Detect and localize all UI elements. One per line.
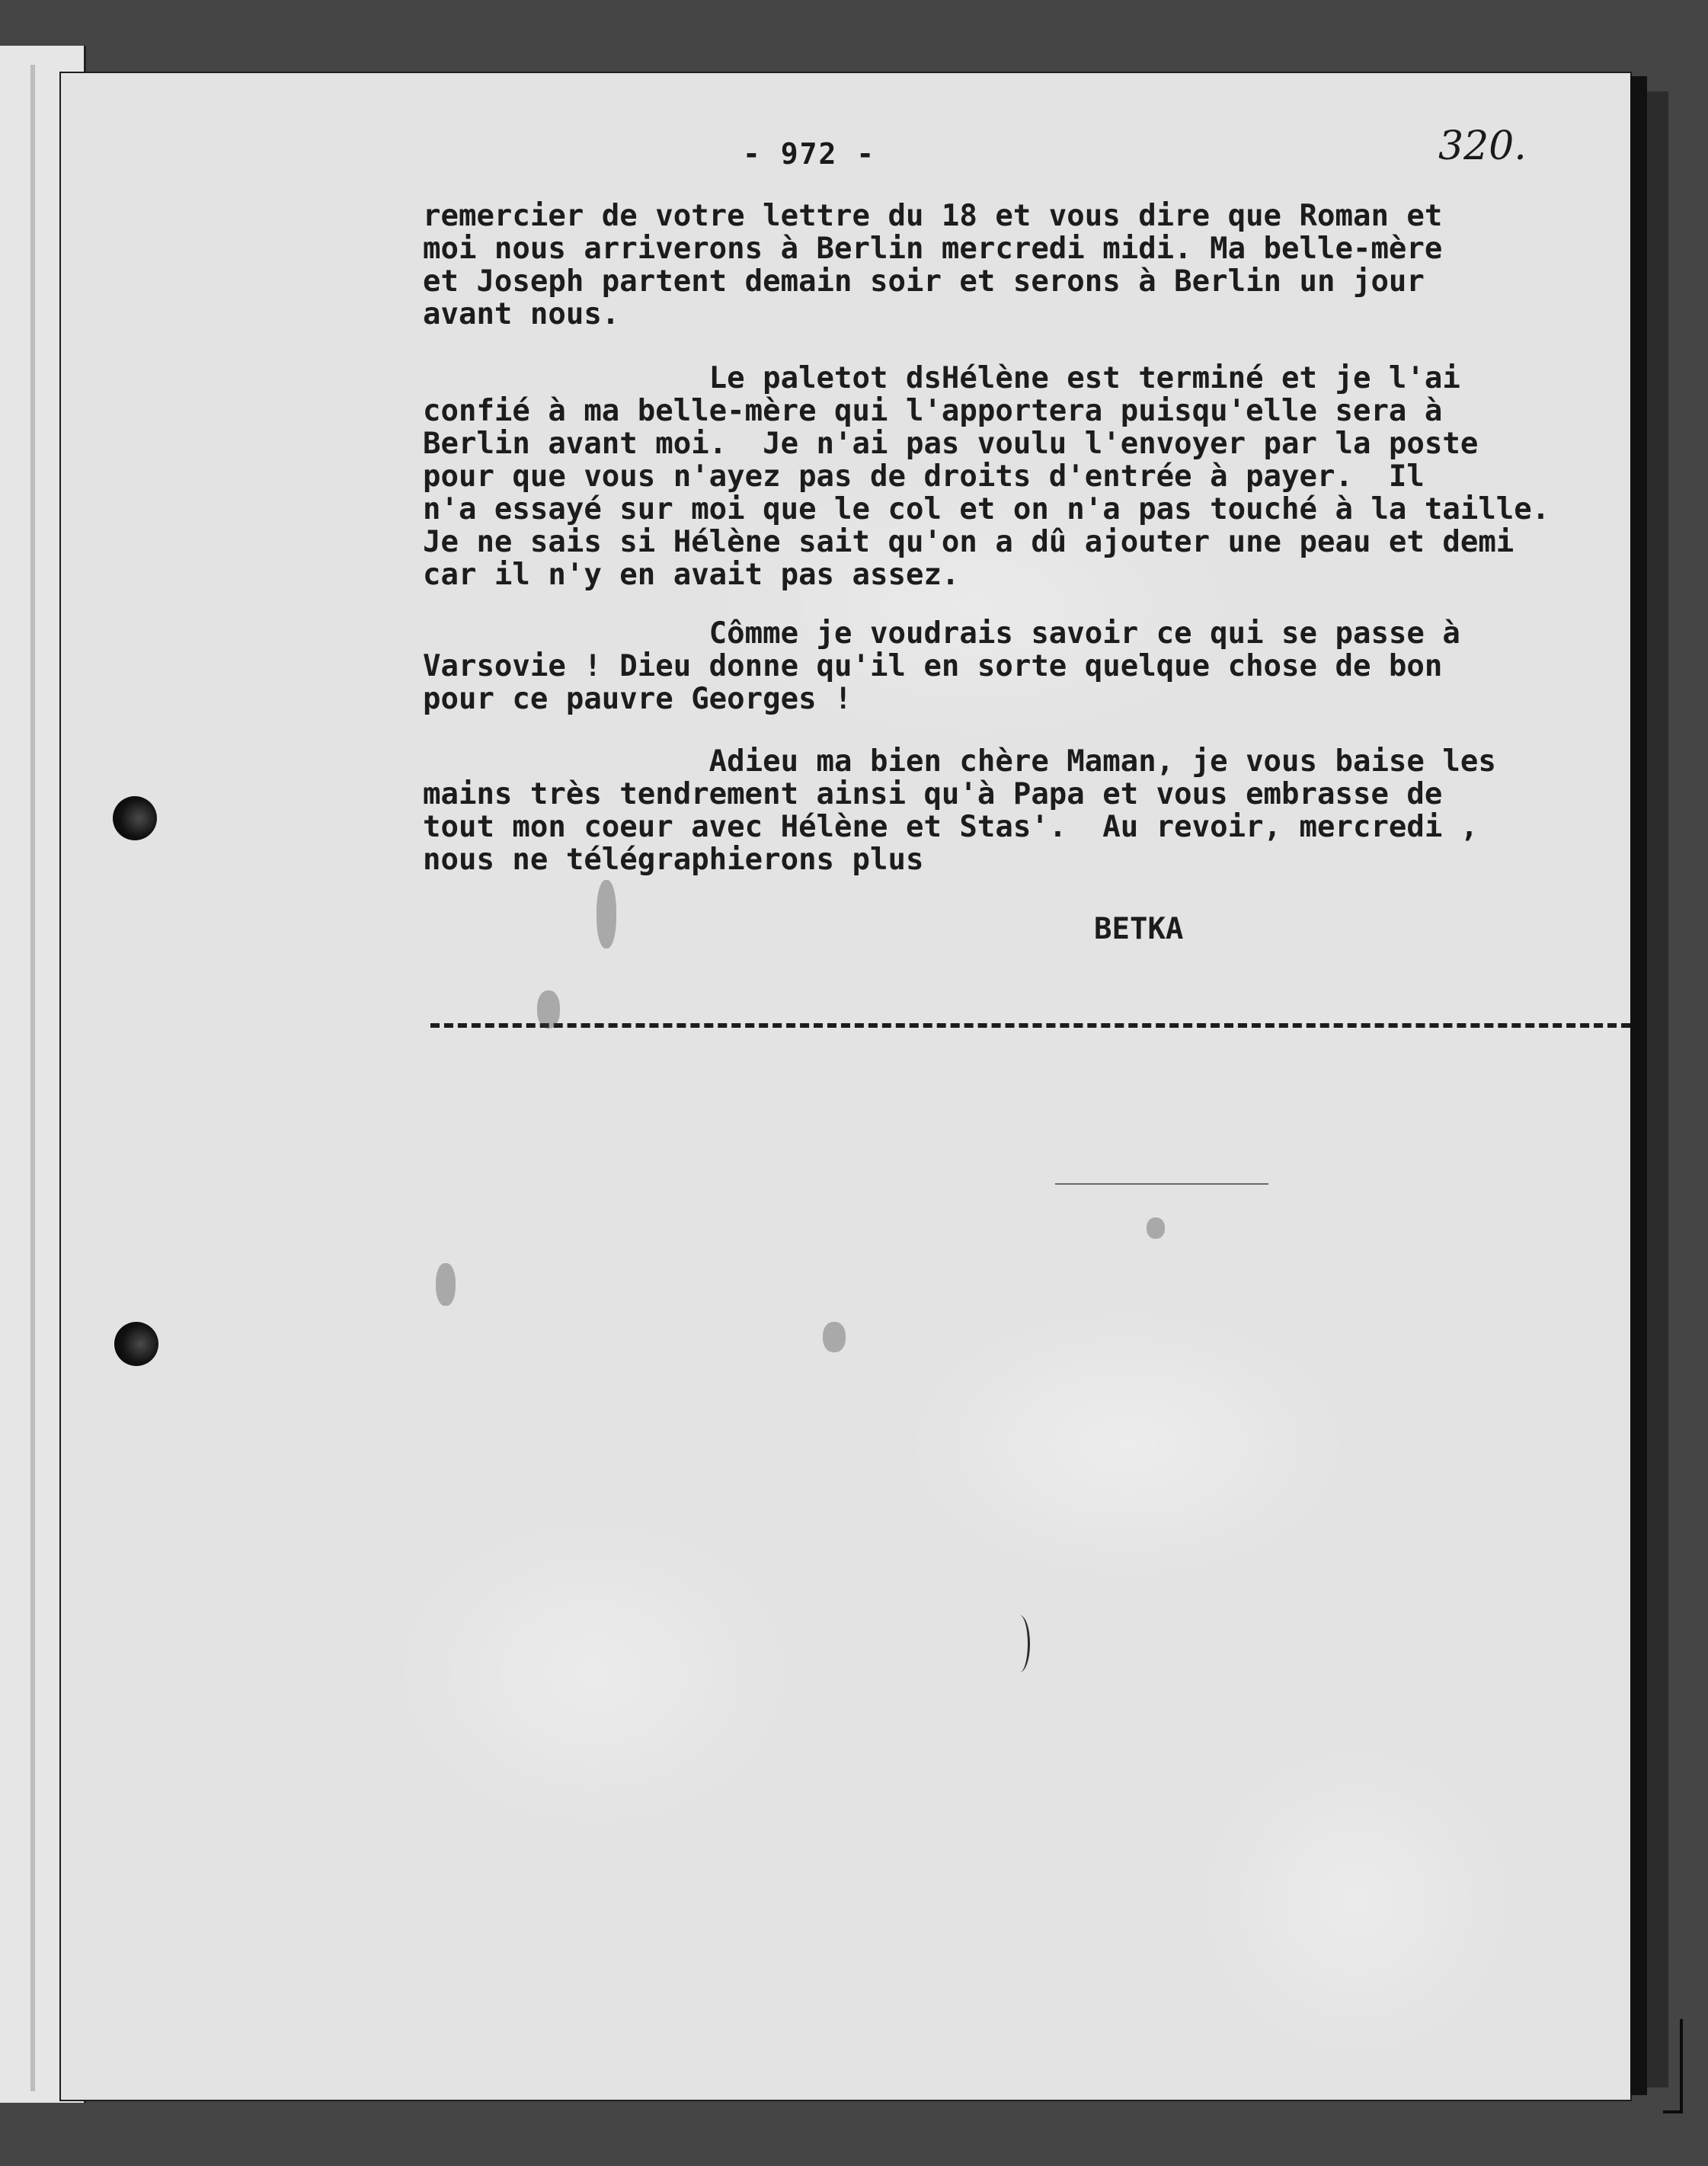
signature: BETKA: [1094, 912, 1184, 946]
faint-rule: [1055, 1183, 1268, 1185]
ink-smudge: [1147, 1217, 1165, 1239]
handwritten-page-number: 320.: [1438, 123, 1527, 169]
paragraph-arrival: remercier de votre lettre du 18 et vous dire que Roman et moi nous arriverons à Berlin mercredi midi. Ma belle-mère et Joseph partent demain soir et serons à Berlin un jour avant nous.: [423, 199, 1443, 331]
paragraph-farewell: Adieu ma bien chère Maman, je vous baise les mains très tendrement ainsi qu'à Papa et vous embrasse de tout mon coeur avec Hélène et Stas'. Au revoir, mercredi , nous ne télégraphierons plus: [423, 744, 1496, 877]
paragraph-paletot: Le paletot dsHélène est terminé et je l'ai confié à ma belle-mère qui l'apportera puisqu'elle sera à Berlin avant moi. Je n'ai pas voulu l'envoyer par la poste pour que vous n'ayez pas de droits d'entrée à payer. Il n'a essayé sur moi que le col et on n'a pas touché à la taille. Je ne sais si Hélène sait qu'on a dû ajouter une peau et demi car il n'y en avait pas assez.: [423, 361, 1550, 592]
page-shadow-edge: [1647, 91, 1668, 2088]
punch-hole-bottom: [114, 1322, 158, 1366]
ink-smudge: [597, 880, 616, 949]
paragraph-varsovie: Cômme je voudrais savoir ce qui se passe à Varsovie ! Dieu donne qu'il en sorte quelque chose de bon pour ce pauvre Georges !: [423, 616, 1460, 716]
dashed-separator: [430, 1023, 1630, 1028]
punch-hole-top: [113, 796, 157, 840]
ink-smudge: [436, 1263, 456, 1306]
typed-page-number: - 972 -: [743, 137, 876, 171]
ink-smudge: [823, 1322, 846, 1352]
adjacent-sheet-border: [30, 65, 35, 2091]
pencil-mark: [1009, 1615, 1030, 1672]
ink-smudge: [537, 990, 560, 1029]
corner-mark: [1663, 2019, 1683, 2113]
page-binding-edge: [1630, 76, 1647, 2095]
